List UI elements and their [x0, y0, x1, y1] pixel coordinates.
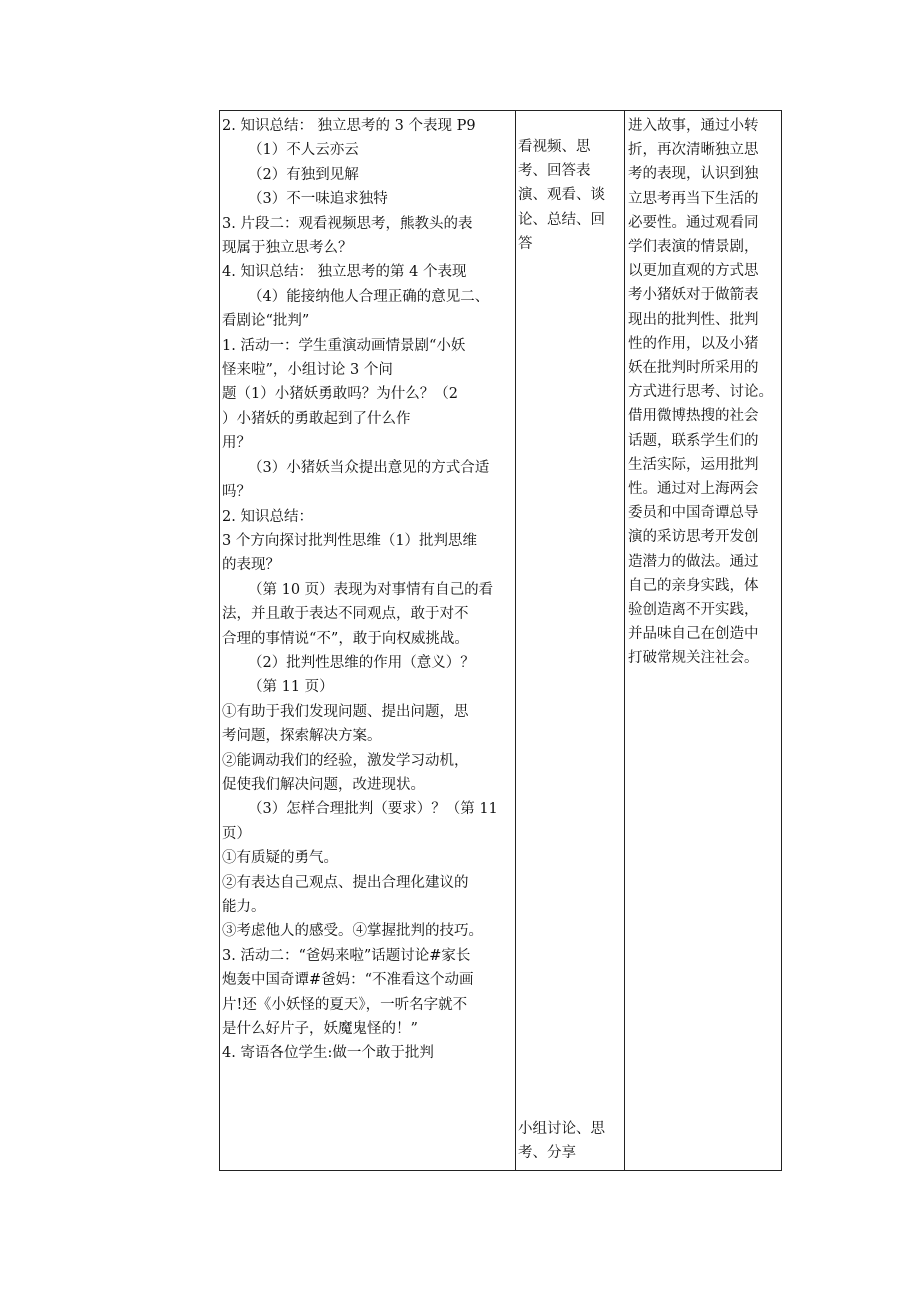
content-line: 促使我们解决问题，改进现状。 [222, 776, 425, 793]
content-line: （1）不人云亦云 [248, 142, 359, 159]
content-line: 2. 知识总结： [222, 508, 313, 525]
content-line: 吗？ [222, 484, 251, 501]
intent-line: 借用微博热搜的社会 [628, 408, 759, 425]
content-line: ）小猪妖的勇敢起到了什么作 [222, 410, 411, 427]
content-line: 3. 片段二：观看视频思考，熊教头的表 [222, 215, 473, 232]
content-line: ①有质疑的勇气。 [222, 850, 338, 867]
content-line: （3）小猪妖当众提出意见的方式合适 [248, 459, 490, 476]
content-line: 能力。 [222, 899, 266, 915]
content-line: 的表现？ [222, 557, 280, 574]
intent-line: 生活实际，运用批判 [628, 456, 759, 473]
content-line: （2）有独到见解 [248, 166, 359, 183]
intent-line: 话题，联系学生们的 [628, 432, 759, 449]
content-line: 炮轰中国奇谭#爸妈：“不准看这个动画 [222, 972, 474, 989]
intent-line: 自己的亲身实践，体 [628, 577, 759, 594]
intent-line: 并品味自己在创造中 [628, 626, 759, 643]
content-line: 题（1）小猪妖勇敢吗？为什么？（2 [222, 386, 458, 403]
activity-line: 小组讨论、思 [518, 1121, 605, 1137]
content-line: 4. 知识总结： 独立思考的第 4 个表现 [222, 264, 467, 281]
content-line: 考问题，探索解决方案。 [222, 728, 382, 745]
activity-top-block [518, 135, 622, 256]
content-line: （第 10 页）表现为对事情有自己的看 [248, 581, 494, 598]
intent-line: 学们表演的情景剧， [628, 239, 759, 256]
content-line: 1. 活动一：学生重演动画情景剧“小妖 [222, 337, 466, 354]
activity-line: 演、观看、谈 [518, 187, 605, 204]
design-intent-column [625, 111, 781, 1170]
intent-line: 委员和中国奇谭总导 [628, 505, 759, 522]
activity-bottom-block [518, 1117, 605, 1165]
content-line: 3 个方向探讨批判性思维（1）批判思维 [222, 532, 478, 549]
content-line: 页） [222, 825, 251, 842]
content-line: ②能调动我们的经验，激发学习动机， [222, 752, 469, 769]
intent-line: 验创造离不开实践， [628, 602, 759, 619]
intent-line: 进入故事，通过小转 [628, 118, 759, 134]
intent-line: 现出的批判性、批判 [628, 311, 759, 328]
activity-line: 考、分享 [518, 1145, 576, 1162]
intent-line: 考的表现，认识到独 [628, 166, 759, 183]
intent-line: 演的采访思考开发创 [628, 529, 759, 546]
intent-line: 方式进行思考、讨论。 [628, 384, 773, 401]
content-line: 是什么好片子，妖魔鬼怪的！” [222, 1021, 418, 1038]
content-line: （第 11 页） [248, 679, 334, 696]
content-line: 片!还《小妖怪的夏天》，一听名字就不 [222, 996, 468, 1013]
content-line: （2）批判性思维的作用（意义）？ [248, 654, 475, 671]
intent-line: 考小猪妖对于做箭表 [628, 287, 759, 304]
content-line: 现属于独立思考么？ [222, 240, 353, 257]
intent-line: 打破常规关注社会。 [628, 650, 759, 667]
intent-line: 折，再次清晰独立思 [628, 142, 759, 159]
activity-line: 答 [518, 235, 533, 252]
content-line: 看剧论“批判” [222, 313, 310, 330]
content-line: 4. 寄语各位学生:做一个敢于批判 [222, 1045, 434, 1062]
content-line: （4）能接纳他人合理正确的意见二、 [248, 288, 490, 305]
content-line: 合理的事情说“不”，敢于向权威挑战。 [222, 630, 469, 647]
lesson-plan-table [219, 110, 782, 1171]
content-line: （3）怎样合理批判（要求）？（第 11 [248, 801, 498, 818]
activity-line: 论、总结、回 [518, 211, 605, 228]
content-line: ③考虑他人的感受。④掌握批判的技巧。 [222, 923, 483, 940]
intent-line: 性。通过对上海两会 [628, 481, 759, 498]
intent-line: 妖在批判时所采用的 [628, 360, 759, 377]
content-line: 2. 知识总结： 独立思考的 3 个表现 P9 [222, 118, 476, 134]
teaching-content-column [220, 111, 516, 1170]
activity-line: 考、回答表 [518, 163, 591, 180]
student-activity-column [516, 111, 625, 1170]
intent-line: 造潜力的做法。通过 [628, 553, 759, 570]
content-line: 3. 活动二：“爸妈来啦”话题讨论#家长 [222, 947, 471, 964]
content-line: 法，并且敢于表达不同观点，敢于对不 [222, 606, 469, 623]
content-line: （3）不一味追求独特 [248, 191, 388, 208]
activity-line: 看视频、思 [518, 139, 591, 155]
intent-line: 以更加直观的方式思 [628, 263, 759, 280]
content-line: 用？ [222, 435, 251, 452]
content-line: ①有助于我们发现问题、提出问题，思 [222, 703, 469, 720]
intent-line: 立思考再当下生活的 [628, 190, 759, 207]
content-line: 怪来啦”，小组讨论 3 个问 [222, 362, 393, 379]
intent-line: 性的作用，以及小猪 [628, 335, 759, 352]
content-line: ②有表达自己观点、提出合理化建议的 [222, 874, 469, 891]
intent-line: 必要性。通过观看同 [628, 214, 759, 231]
